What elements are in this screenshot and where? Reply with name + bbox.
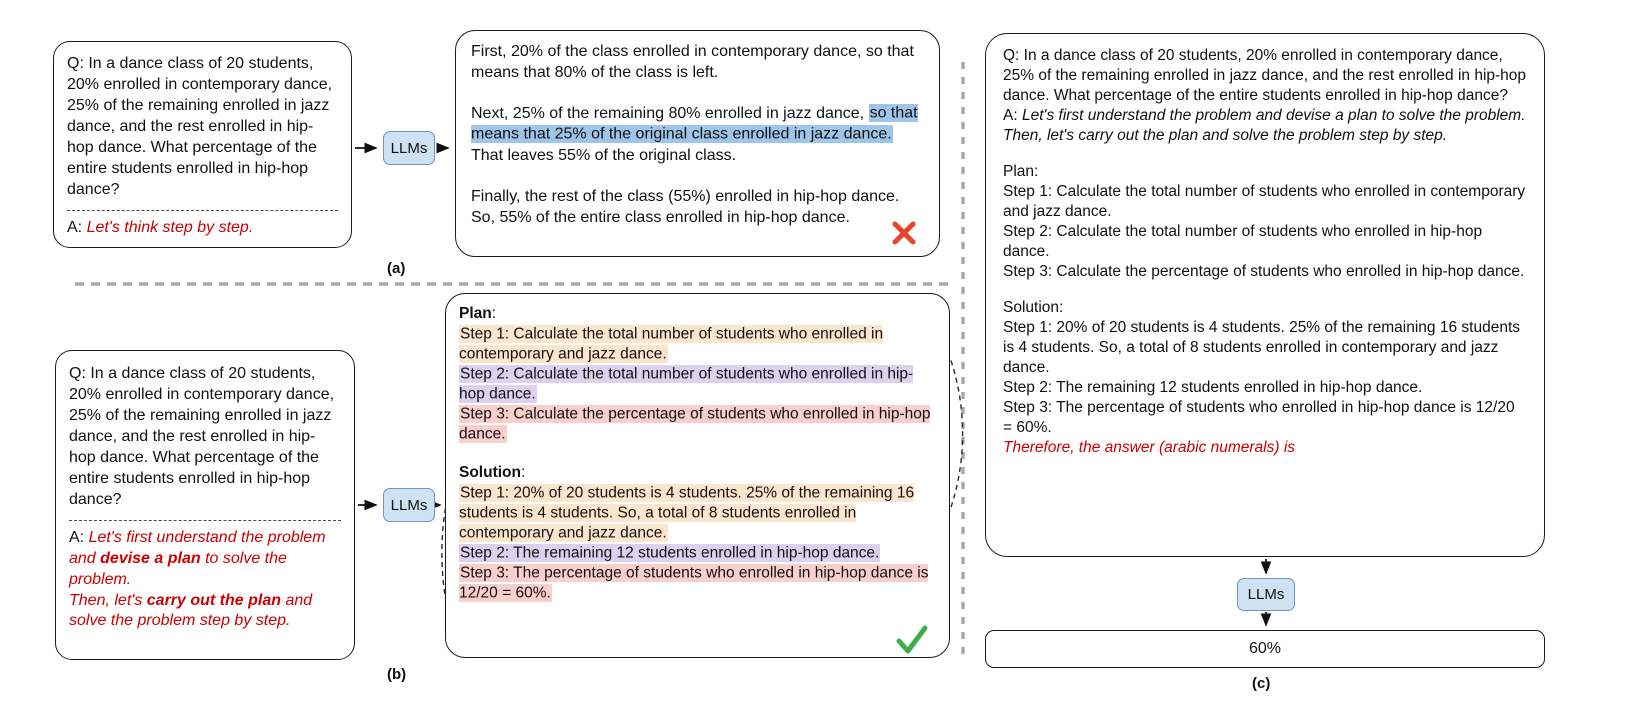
panel-b-label: (b) [387,666,407,683]
plan-step-1-text: Step 1: Calculate the total number of students who enrolled in contemporary and jazz dance. [459,325,884,363]
plan-heading-colon: : [491,305,497,322]
solution-step-3-text: Step 3: The percentage of students who enrolled in hip-hop dance is 12/20 = 60%. [459,564,929,602]
plan-trigger-bold2: carry out the plan [146,591,282,609]
plan-step-1 [459,324,936,364]
panel-b-prompt-box [55,350,355,660]
solution-step-1 [459,483,936,543]
answer-extraction-trigger: Therefore, the answer (arabic numerals) is [1003,438,1296,456]
plan-step-2-text: Step 2: Calculate the total number of students who enrolled in hip-hop dance. [459,365,914,403]
plan-trigger-seg2: to solve the problem. [69,549,287,588]
output-paragraph-2-post: That leaves 55% of the original class. [471,146,737,164]
panel-b-output-box [445,293,950,658]
cot-trigger-text: Let's think step by step. [86,218,254,236]
panel-c-question-text: Q: In a dance class of 20 students, 20% enrolled in contemporary dance, 25% of the remaining enrolled in jazz dance, and the rest enrolled in hip-hop dance. What percentage of the entire students enrolled in hip-hop dance? [1003,47,1527,104]
c-solution-step-3: Step 3: The percentage of students who enrolled in hip-hop dance is 12/20 = 60%. [1003,398,1515,436]
output-paragraph-2-pre: Next, 25% of the remaining 80% enrolled in jazz dance, [471,104,869,122]
plan-trigger-seg4: and solve the problem step by step. [69,591,313,630]
answer-prefix: A: [69,528,89,546]
c-plan-step-1: Step 1: Calculate the total number of students who enrolled in contemporary and jazz dance. [1003,182,1526,220]
plan-heading [459,304,936,324]
c-plan-heading: Plan: [1003,162,1039,180]
instruction-line1: Let's first understand the problem and devise a plan to solve the problem. [1021,106,1526,124]
prompt-separator [67,210,338,211]
solution-step-1-text: Step 1: 20% of 20 students is 4 students. 25% of the remaining 16 students is 4 students. So, a total of 8 students enrolled in contemporary and jazz dance. [459,484,915,542]
c-plan-step-2: Step 2: Calculate the total number of students who enrolled in hip-hop dance. [1003,222,1483,260]
panel-b-question-text: Q: In a dance class of 20 students, 20% enrolled in contemporary dance, 25% of the remaining enrolled in jazz dance, and the rest enrolled in hip-hop dance. What percentage of the entire students enrolled in hip-hop dance? [69,365,335,508]
plan-trigger-seg3: Then, let's [69,591,147,609]
plan-step-3-text: Step 3: Calculate the percentage of students who enrolled in hip-hop dance. [459,405,931,443]
c-plan-step-3: Step 3: Calculate the percentage of students who enrolled in hip-hop dance. [1003,262,1525,280]
panel-a-question-text: Q: In a dance class of 20 students, 20% enrolled in contemporary dance, 25% of the remaining enrolled in jazz dance, and the rest enrolled in hip-hop dance. What percentage of the entire students enrolled in hip-hop dance? [67,55,333,198]
solution-step-2 [459,544,936,564]
correct-check-icon [894,624,930,661]
solution-heading-colon: : [521,463,526,481]
solution-step-3 [459,564,936,604]
solution-step-2-text: Step 2: The remaining 12 students enrolled in hip-hop dance. [460,544,880,562]
panel-c-label: (c) [1252,675,1271,692]
output-paragraph-3: Finally, the rest of the class (55%) enrolled in hip-hop dance. So, 55% of the entire class enrolled in hip-hop dance. [471,187,900,226]
llm-box-a: LLMs [383,131,435,165]
incorrect-cross-icon [890,219,918,252]
answer-prefix: A: [1003,106,1022,124]
plan-step-2 [459,364,936,404]
solution-heading-word: Solution [459,463,521,481]
instruction-line2: Then, let's carry out the plan and solve the problem step by step. [1003,126,1448,144]
plan-step-3 [459,405,936,445]
plan-heading-word: Plan [459,305,492,322]
c-solution-step-1: Step 1: 20% of 20 students is 4 students. 25% of the remaining 16 students is 4 students. So, a total of 8 students enrolled in contemporary and jazz dance. [1003,318,1520,376]
output-paragraph-1: First, 20% of the class enrolled in contemporary dance, so that means that 80% of the class is left. [471,43,914,81]
spacer [459,445,936,463]
panel-a-output-box [455,30,940,257]
plan-trigger-bold1: devise a plan [100,549,201,567]
answer-prefix: A: [67,218,87,236]
highlighted-wrong-step: so that means that 25% of the original class enrolled in jazz dance. [471,104,918,143]
c-solution-heading: Solution: [1003,298,1064,316]
panel-c-answer-line1 [1003,106,1527,126]
llm-box-c: LLMs [1237,578,1295,611]
panel-a-label: (a) [387,260,406,277]
plan-trigger-line2 [69,591,341,633]
prompt-separator [69,520,341,521]
spacer [1003,282,1527,298]
output-paragraph-2 [471,104,924,167]
c-solution-step-2: Step 2: The remaining 12 students enrolled in hip-hop dance. [1003,378,1423,396]
panel-c-prompt-box [985,33,1545,557]
panel-a-prompt-box [53,41,352,248]
plan-trigger-seg1: Let's first understand the problem and [69,528,326,567]
llm-box-b: LLMs [383,488,435,522]
spacer [1003,146,1527,162]
solution-heading [459,463,936,483]
final-answer-box: 60% [985,630,1545,668]
plan-trigger-line1 [69,529,326,588]
